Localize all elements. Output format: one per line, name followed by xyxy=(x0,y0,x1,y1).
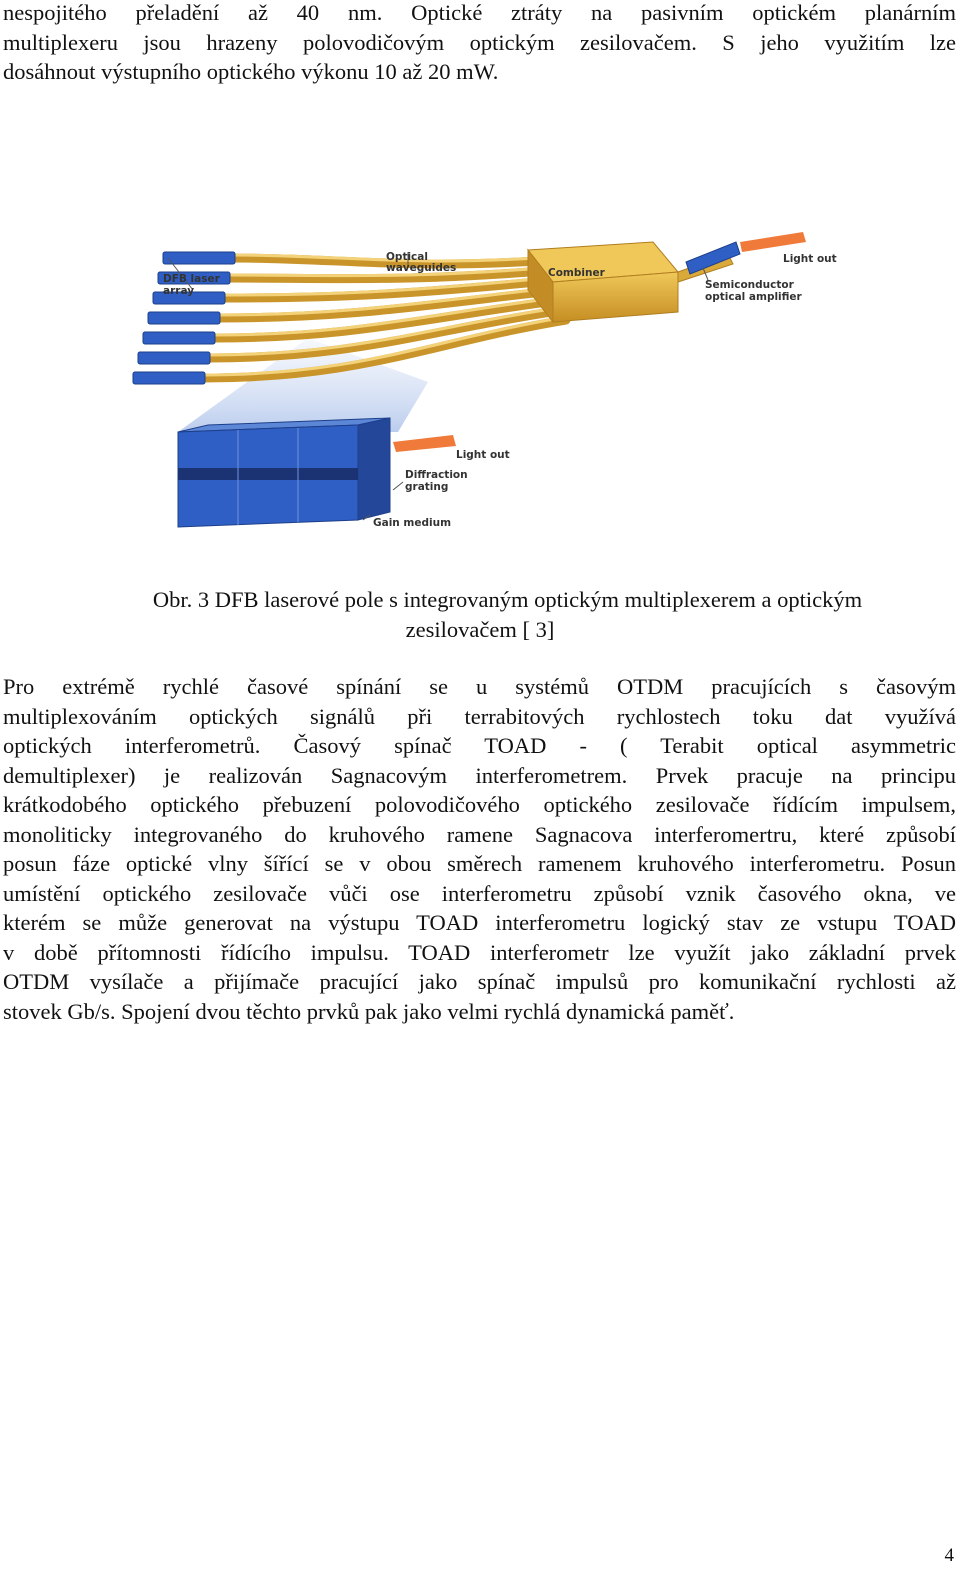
label-optical-waveguides-1: Optical xyxy=(386,251,428,263)
text-line: posun fáze optické vlny šířící se v obou směrech ramenem kruhového interferometru. Posun xyxy=(3,851,956,876)
text-line: kterém se může generovat na výstupu TOAD interferometru logický stav ze vstupu TOAD xyxy=(3,910,956,935)
paragraph-main xyxy=(3,672,956,1026)
caption-line: Obr. 3 DFB laserové pole s integrovaným optickým multiplexerem a optickým xyxy=(152,587,863,612)
light-out-arrow-bottom xyxy=(393,435,456,452)
label-optical-waveguides-2: waveguides xyxy=(386,262,457,274)
label-combiner: Combiner xyxy=(548,267,605,279)
label-light-out-bottom: Light out xyxy=(456,449,510,461)
label-semiconductor-2: optical amplifier xyxy=(705,291,802,303)
light-out-arrow-top xyxy=(740,232,806,252)
text-line: nespojitého přeladění až 40 nm. Optické ztráty na pasivním optickém planárním xyxy=(3,0,956,25)
label-diffraction-1: Diffraction xyxy=(405,469,468,481)
dfb-laser-figure xyxy=(108,220,888,550)
figure-caption xyxy=(0,585,960,644)
enlarged-laser-block xyxy=(178,418,390,527)
text-line: multiplexeru jsou hrazeny polovodičovým optickým zesilovačem. S jeho využitím lze xyxy=(3,29,956,55)
text-line: umístění optického zesilovače vůči ose interferometru způsobí vznik časového okna, ve xyxy=(3,880,956,906)
dfb-laser-bars xyxy=(133,252,235,384)
label-light-out-top: Light out xyxy=(783,253,837,265)
text-line: krátkodobého optického přebuzení polovodičového optického zesilovače řídícím impulsem, xyxy=(3,792,956,817)
text-line: monoliticky integrovaného do kruhového ramene Sagnacova interferomertru, které způsobí xyxy=(3,821,956,847)
text-line: multiplexováním optických signálů při terrabitových rychlostech toku dat využívá xyxy=(3,703,956,729)
label-diffraction-2: grating xyxy=(405,481,449,493)
caption-line: zesilovačem [ 3] xyxy=(405,616,555,642)
page-number: 4 xyxy=(944,1545,954,1566)
text-line: OTDM vysílače a přijímače pracující jako spínač impulsů pro komunikační rychlosti až xyxy=(3,969,956,994)
text-line: dosáhnout výstupního optického výkonu 10 až 20 mW. xyxy=(3,59,499,84)
label-semiconductor-1: Semiconductor xyxy=(705,279,794,291)
text-line: stovek Gb/s. Spojení dvou těchto prvků pak jako velmi rychlá dynamická paměť. xyxy=(3,998,735,1024)
text-line: Pro extrémě rychlé časové spínání se u systémů OTDM pracujících s časovým xyxy=(3,674,956,699)
label-dfb-laser-array-1: DFB laser xyxy=(163,273,220,285)
label-gain-medium: Gain medium xyxy=(373,517,452,529)
combiner-block xyxy=(528,242,678,322)
dfb-laser-array-diagram xyxy=(108,220,888,550)
text-line: demultiplexer) je realizován Sagnacovým interferometrem. Prvek pracuje na principu xyxy=(3,762,956,788)
label-dfb-laser-array-2: array xyxy=(163,285,195,297)
text-line: v době přítomnosti řídícího impulsu. TOAD interferometr lze využít jako základní prvek xyxy=(3,939,956,965)
paragraph-top xyxy=(3,0,956,87)
text-line: optických interferometrů. Časový spínač TOAD - ( Terabit optical asymmetric xyxy=(3,733,956,758)
